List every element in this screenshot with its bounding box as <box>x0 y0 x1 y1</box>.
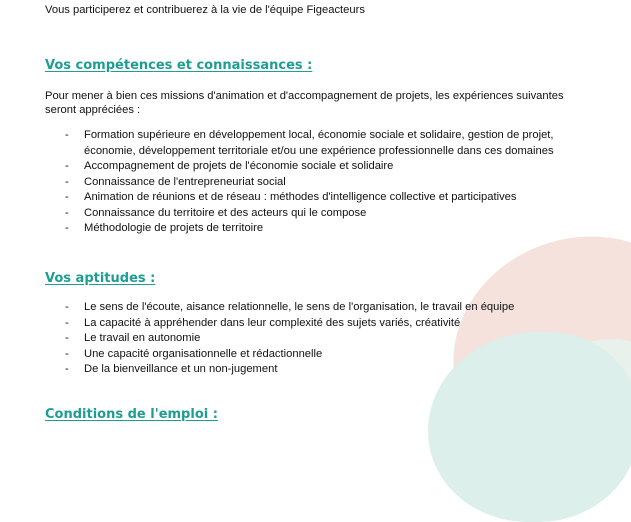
bullet-dash: - <box>65 316 69 329</box>
list-item-text: De la bienveillance et un non-jugement <box>84 363 278 375</box>
list-item-text: Le sens de l'écoute, aisance relationnelle, le sens de l'organisation, le travail en équipe <box>84 301 515 313</box>
bullet-dash: - <box>65 160 69 172</box>
list-item <box>0 190 631 206</box>
competences-list <box>0 128 631 237</box>
list-item <box>0 316 631 332</box>
list-item <box>0 362 631 378</box>
list-item <box>0 128 631 159</box>
bullet-dash: - <box>65 363 69 375</box>
list-item <box>0 175 631 191</box>
list-item <box>0 331 631 347</box>
bullet-dash: - <box>65 347 69 360</box>
bullet-dash: - <box>65 222 69 234</box>
list-item-text: Une capacité organisationnelle et rédactionnelle <box>84 347 323 360</box>
heading-aptitudes: Vos aptitudes : <box>45 271 156 286</box>
bullet-dash: - <box>65 206 69 219</box>
list-item-text: Animation de réunions et de réseau : méthodes d'intelligence collective et participatives <box>84 191 517 203</box>
heading-competences: Vos compétences et connaissances : <box>45 58 313 73</box>
bullet-dash: - <box>65 332 69 344</box>
list-item <box>0 159 631 175</box>
aptitudes-list <box>0 300 631 378</box>
competences-lead-line-1: Pour mener à bien ces missions d'animation et d'accompagnement de projets, les expériences suivantes <box>45 90 564 102</box>
list-item-text: Connaissance du territoire et des acteurs qui le compose <box>84 206 367 219</box>
bullet-dash: - <box>65 129 69 141</box>
list-item <box>0 300 631 316</box>
bullet-dash: - <box>65 175 69 188</box>
list-item <box>0 347 631 363</box>
list-item-text: Accompagnement de projets de l'économie sociale et solidaire <box>84 160 394 172</box>
bullet-dash: - <box>65 191 69 203</box>
list-item <box>0 206 631 222</box>
list-item-text: Connaissance de l'entrepreneuriat social <box>84 175 286 188</box>
list-item-text: Le travail en autonomie <box>84 332 201 344</box>
list-item <box>0 221 631 237</box>
heading-conditions: Conditions de l'emploi : <box>45 407 218 422</box>
list-item-text: La capacité à appréhender dans leur complexité des sujets variés, créativité <box>84 316 461 329</box>
intro-line: Vous participerez et contribuerez à la vie de l'équipe Figeacteurs <box>45 4 365 16</box>
list-item-text: Méthodologie de projets de territoire <box>84 222 264 234</box>
competences-lead-line-2: seront appréciées : <box>45 104 141 116</box>
bullet-dash: - <box>65 301 69 313</box>
list-item-text: Formation supérieure en développement local, économie sociale et solidaire, gestion de projet, économie, développement territoriale et/ou une expérience professionnelle dans ces domaines <box>84 129 554 157</box>
